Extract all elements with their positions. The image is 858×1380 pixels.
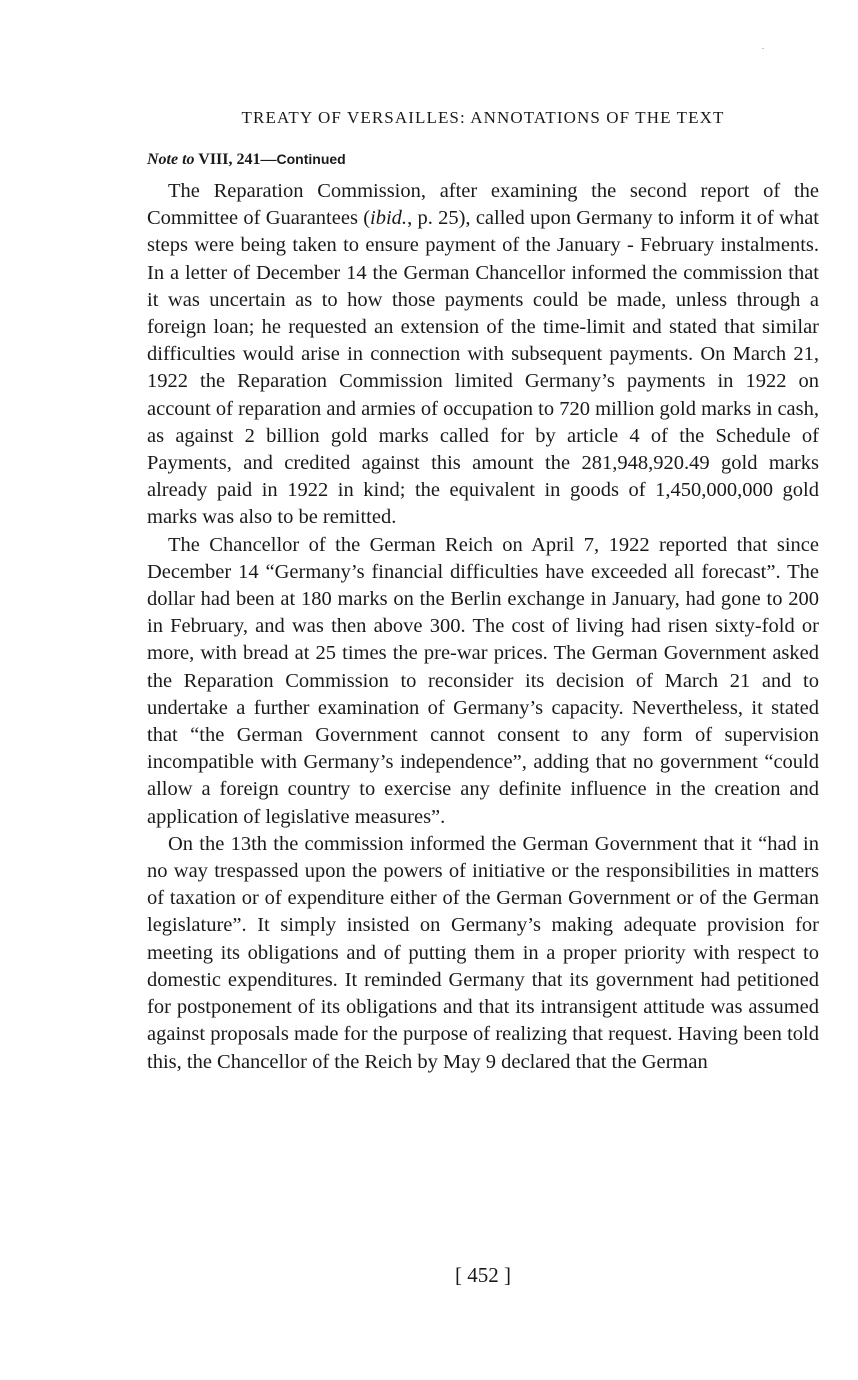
note-to-label: Note to (147, 151, 195, 168)
paragraph-3: On the 13th the commission informed the German Government that it “had in no way trespassed upon the powers of initiative or the responsibilities in matters of taxation or of expenditure either of the German Government or of the German legislature”. It simply insisted on Germany’s making adequate provision for meeting its obligations and of putting them in a proper priority with respect to domestic expenditures. It reminded Germany that its government had petitioned for postponement of its obligations and that its intransigent attitude was assumed against proposals made for the purpose of realizing that request. Having been told this, the Chancellor of the Reich by May 9 declared that the German (147, 832, 819, 1073)
note-continued: Continued (276, 151, 346, 167)
note-heading (147, 151, 346, 169)
paragraph-1-part-2: , p. 25), called upon Germany to inform it of what steps were being taken to ensure payment of the January - February instalments. In a letter of December 14 the German Chancellor informed the commission that it was uncertain as to how those payments could be made, unless through a foreign loan; he requested an extension of the time-limit and stated that similar difficulties would arise in connection with subsequent payments. On March 21, 1922 the Reparation Commission limited Germany’s payments in 1922 on account of reparation and armies of occupation to 720 million gold marks in cash, as against 2 billion gold marks called for by article 4 of the Schedule of Payments, and credited against this amount the 281,948,920.49 gold marks already paid in 1922 in kind; the equivalent in goods of 1,450,000,000 gold marks was also to be remitted. (147, 207, 819, 529)
body-text (147, 178, 819, 1076)
running-head: TREATY OF VERSAILLES: ANNOTATIONS OF THE TEXT (241, 108, 725, 127)
paragraph-1 (147, 178, 819, 532)
paragraph-2: The Chancellor of the German Reich on April 7, 1922 reported that since December 14 “Germany’s financial difficulties have exceeded all forecast”. The dollar had been at 180 marks on the Berlin exchange in January, had gone to 200 in February, and was then above 300. The cost of living had risen sixty-fold or more, with bread at 25 times the pre-war prices. The German Government asked the Reparation Commission to reconsider its decision of March 21 and to undertake a further examination of Germany’s capacity. Nevertheless, it stated that “the German Government cannot consent to any form of supervision incompatible with Germany’s independence”, adding that no government “could allow a foreign country to exercise any definite influence in the creation and application of legislative measures”. (147, 533, 819, 828)
page-number: [ 452 ] (455, 1263, 511, 1287)
paragraph-1-ibid: ibid. (370, 207, 408, 230)
paragraph-1-part-1: The Reparation Commission, after examining the second report of the Committee of Guarantees ( (147, 180, 819, 230)
note-dash: — (260, 151, 277, 168)
scan-speck (762, 48, 764, 49)
note-reference: VIII, 241 (198, 151, 261, 168)
